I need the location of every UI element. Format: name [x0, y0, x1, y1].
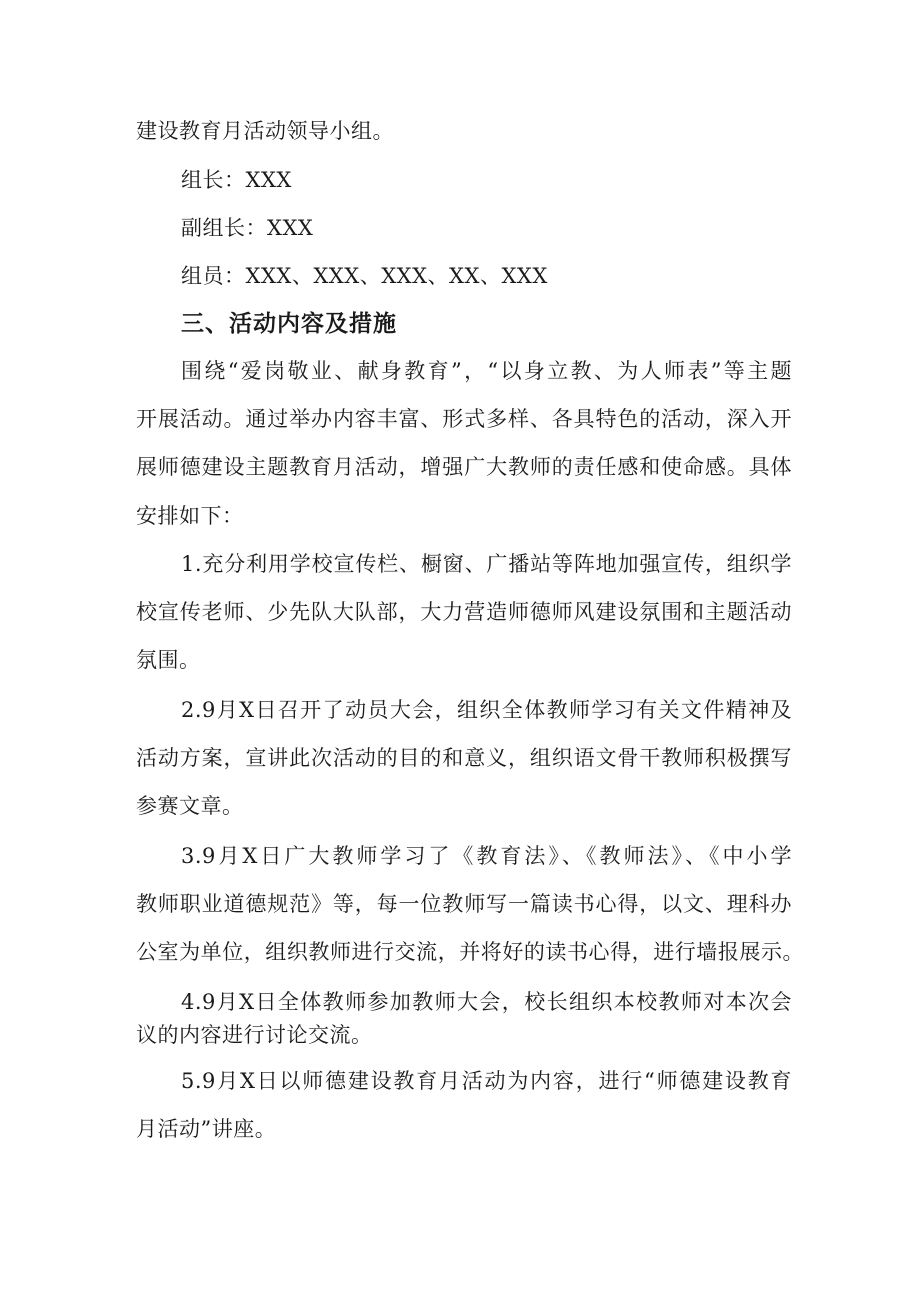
- list-item-3: 3.9月X日广大教师学习了《教育法》、《教师法》、《中小学: [181, 844, 792, 868]
- text-line: 展师德建设主题教育月活动，增强广大教师的责任感和使命感。具体: [136, 455, 792, 479]
- text-line: 议的内容进行讨论交流。: [136, 1023, 373, 1047]
- text-line: 参赛文章。: [136, 794, 244, 818]
- list-item-2: 2.9月X日召开了动员大会，组织全体教师学习有关文件精神及: [181, 698, 792, 722]
- text-line: 校宣传老师、少先队大队部，大力营造师德师风建设氛围和主题活动: [136, 600, 792, 624]
- text-line: 活动方案，宣讲此次活动的目的和意义，组织语文骨干教师积极撰写: [136, 746, 792, 770]
- text-line: 开展活动。通过举办内容丰富、形式多样、各具特色的活动，深入开: [136, 407, 792, 431]
- text-line: 教师职业道德规范》等，每一位教师写一篇读书心得，以文、理科办: [136, 892, 792, 916]
- deputy-leader-line: 副组长：XXX: [181, 216, 314, 240]
- text-line: 安排如下：: [136, 504, 244, 528]
- section-heading: 三、活动内容及措施: [181, 311, 397, 337]
- text-line: 月活动”讲座。: [136, 1117, 277, 1141]
- group-leader-line: 组长：XXX: [181, 168, 292, 192]
- text-line: 建设教育月活动领导小组。: [136, 119, 394, 143]
- text-line: 公室为单位，组织教师进行交流，并将好的读书心得，进行墙报展示。: [136, 940, 804, 964]
- list-item-4: 4.9月X日全体教师参加教师大会，校长组织本校教师对本次会: [181, 990, 792, 1014]
- text-line: 氛围。: [136, 648, 201, 672]
- list-item-5: 5.9月X日以师德建设教育月活动为内容，进行“师德建设教育: [181, 1069, 792, 1093]
- list-item-1: 1.充分利用学校宣传栏、橱窗、广播站等阵地加强宣传，组织学: [181, 552, 792, 576]
- members-line: 组员：XXX、XXX、XXX、XX、XXX: [181, 264, 548, 288]
- text-line: 围绕“爱岗敬业、献身教育”，“以身立教、为人师表”等主题: [181, 359, 792, 383]
